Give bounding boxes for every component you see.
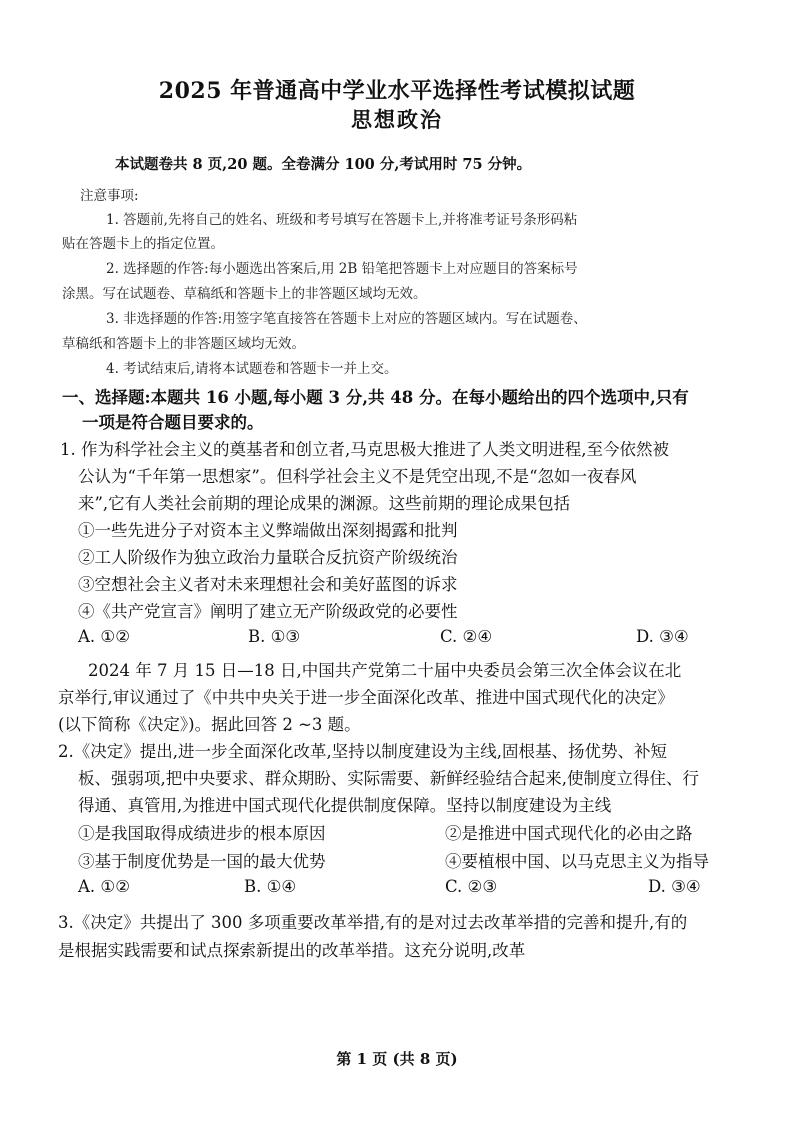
exam-subject: 思想政治 <box>351 107 443 132</box>
page-footer: 第 1 页 (共 8 页) <box>336 1050 458 1068</box>
q2-option-d: D. ③④ <box>648 877 701 896</box>
q1-item: ①一些先进分子对资本主义弊端做出深刻揭露和批判 <box>78 521 458 540</box>
q1-option-a: A. ①② <box>78 627 130 646</box>
exam-info: 本试题卷共 8 页,20 题。全卷满分 100 分,考试用时 75 分钟。 <box>115 156 532 173</box>
q1-item: ③空想社会主义者对未来理想社会和美好蓝图的诉求 <box>78 575 458 594</box>
q1-stem: 来”,它有人类社会前期的理论成果的渊源。这些前期的理论成果包括 <box>78 494 571 513</box>
q1-option-d: D. ③④ <box>636 627 689 646</box>
q2-stem: 板、强弱项,把中央要求、群众期盼、实际需要、新鲜经验结合起来,使制度立得住、行 <box>78 769 699 788</box>
note-line: 涂黑。写在试题卷、草稿纸和答题卡上的非答题区域均无效。 <box>62 286 427 302</box>
material-text: 2024 年 7 月 15 日—18 日,中国共产党第二十届中央委员会第三次全体会议在北 <box>88 661 682 680</box>
material-text: 京举行,审议通过了《中共中央关于进一步全面深化改革、推进中国式现代化的决定》 <box>58 688 674 707</box>
q1-option-b: B. ①③ <box>248 627 301 646</box>
q1-stem: 1. 作为科学社会主义的奠基者和创立者,马克思极大推进了人类文明进程,至今依然被 <box>60 440 669 459</box>
q3-stem: 是根据实践需要和试点探索新提出的改革举措。这充分说明,改革 <box>58 941 526 960</box>
q2-item: ②是推进中国式现代化的必由之路 <box>445 824 693 843</box>
q2-option-c: C. ②③ <box>445 877 498 896</box>
notes-heading: 注意事项: <box>80 188 139 204</box>
section-heading: 一、选择题:本题共 16 小题,每小题 3 分,共 48 分。在每小题给出的四个选项中,只有 <box>62 388 689 407</box>
q1-option-c: C. ②④ <box>440 627 493 646</box>
q2-stem: 2.《决定》提出,进一步全面深化改革,坚持以制度建设为主线,固根基、扬优势、补短 <box>58 742 667 761</box>
section-heading: 一项是符合题目要求的。 <box>82 413 264 432</box>
note-line: 贴在答题卡上的指定位置。 <box>62 236 224 252</box>
exam-title: 2025 年普通高中学业水平选择性考试模拟试题 <box>158 78 636 104</box>
note-line: 2. 选择题的作答:每小题选出答案后,用 2B 铅笔把答题卡上对应题目的答案标号 <box>106 261 578 277</box>
note-line: 草稿纸和答题卡上的非答题区域均无效。 <box>62 336 305 352</box>
q2-stem: 得通、真管用,为推进中国式现代化提供制度保障。坚持以制度建设为主线 <box>78 796 612 815</box>
q2-item: ④要植根中国、以马克思主义为指导 <box>445 852 709 871</box>
note-line: 4. 考试结束后,请将本试题卷和答题卡一并上交。 <box>106 361 398 377</box>
q1-item: ②工人阶级作为独立政治力量联合反抗资产阶级统治 <box>78 548 458 567</box>
q1-item: ④《共产党宣言》阐明了建立无产阶级政党的必要性 <box>78 602 458 621</box>
note-line: 1. 答题前,先将自己的姓名、班级和考号填写在答题卡上,并将准考证号条形码粘 <box>106 212 578 228</box>
q2-option-a: A. ①② <box>78 877 130 896</box>
q2-item: ①是我国取得成绩进步的根本原因 <box>78 824 326 843</box>
q1-stem: 公认为“千年第一思想家”。但科学社会主义不是凭空出现,不是“忽如一夜春风 <box>78 467 637 486</box>
q2-item: ③基于制度优势是一国的最大优势 <box>78 852 326 871</box>
material-text: (以下简称《决定》)。据此回答 2 ~3 题。 <box>58 715 361 734</box>
q3-stem: 3.《决定》共提出了 300 多项重要改革举措,有的是对过去改革举措的完善和提升,有的 <box>58 913 688 932</box>
q2-option-b: B. ①④ <box>244 877 297 896</box>
note-line: 3. 非选择题的作答:用签字笔直接答在答题卡上对应的答题区域内。写在试题卷、 <box>106 311 587 327</box>
